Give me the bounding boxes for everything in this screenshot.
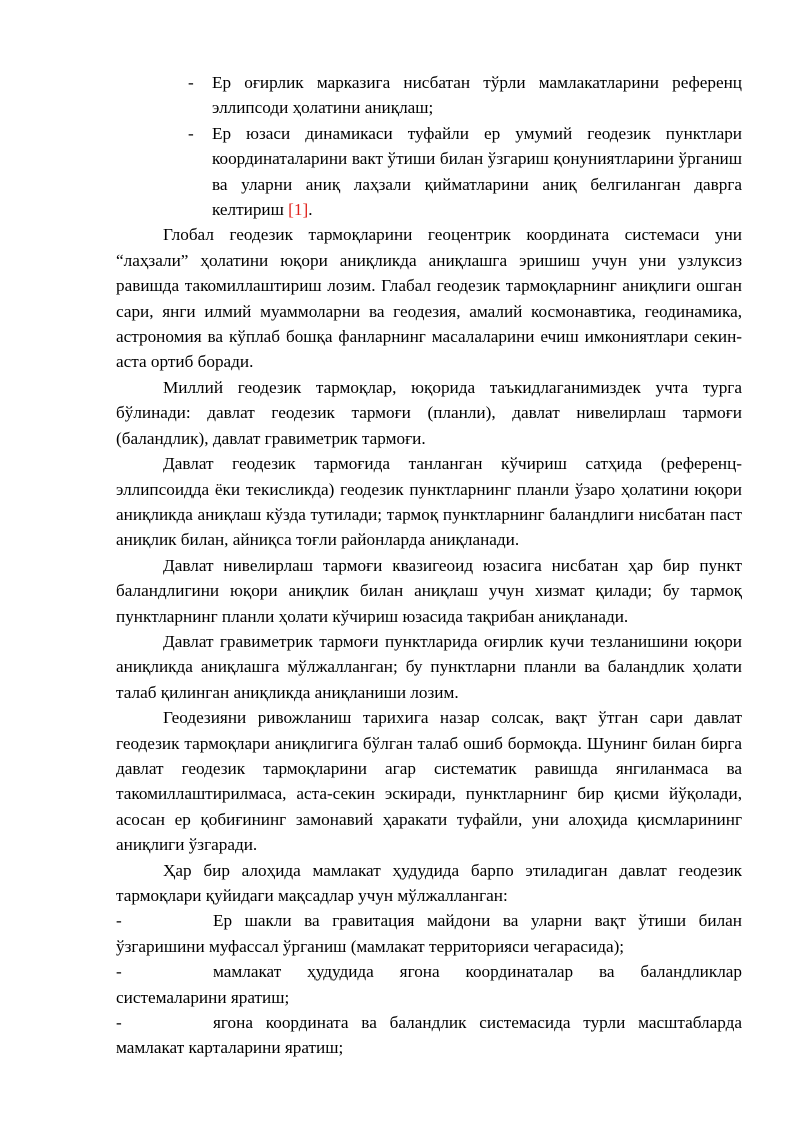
reference-link[interactable]: [1] [288, 200, 309, 220]
paragraph: Давлат нивелирлаш тармоғи квазигеоид юзасига нисбатан ҳар бир пункт баландлигини юқори аниқлик билан аниқлаш учун хизмат қилади; бу тармоқ пунктларнинг планли ҳолати кўчириш юзасида тақрибан аниқланади. [116, 555, 742, 626]
list-item-text: Ер шакли ва гравитация майдони ва уларни вақт ўтиши билан ўзгаришини муфассал ўрганиш (мамлакат территорияси чегарасида); [116, 911, 742, 956]
bullet-text: Ер юзаси динамикаси туфайли ер умумий геодезик пунктлари координаталарини вакт ўтиши билан ўзгариш қонуниятларини ўрганиш ва уларни аниқ лаҳзали қийматларини аниқ белгиланган даврга келтириш [212, 123, 742, 220]
bullet-text-end: . [308, 200, 313, 220]
paragraph: Давлат геодезик тармоғида танланган кўчириш сатҳида (референц-эллипсоидда ёки текисликда) геодезик пунктларнинг планли ўзаро ҳолатини юқори аниқликда аниқлаш кўзда тутилади; тармоқ пунктларнинг баландлиги нисбатан паст аниқлик билан, айниқса тоғли районларда аниқланади. [116, 454, 742, 550]
dash-list-item [116, 908, 742, 959]
list-dash: - [116, 911, 122, 931]
document-page [116, 70, 742, 1061]
paragraph: Геодезияни ривожланиш тарихига назар солсак, вақт ўтган сари давлат геодезик тармоқлари аниқлигига бўлган талаб ошиб бормоқда. Шунинг билан бирга давлат геодезик тармоқларини агар систематик равишда янгиланмаса ва такомиллаштирилмаса, аста-секин эскиради, пунктларнинг бир қисми йўқолади, асосан ер қобиғининг замонавий ҳаракати туфайли, уни алоҳида қисмларининг аниқлиги ўзгаради. [116, 708, 742, 855]
list-item-text: ягона координата ва баландлик системасида турли масштабларда мамлакат карталарини яратиш; [116, 1013, 742, 1058]
bullet-dash: - [188, 73, 194, 92]
dash-list-item [116, 1010, 742, 1061]
list-dash: - [116, 962, 122, 982]
bullet-dash: - [188, 123, 194, 143]
list-item-text: мамлакат ҳудудида ягона координаталар ва баландликлар системаларини яратиш; [116, 962, 742, 1007]
paragraph: Ҳар бир алоҳида мамлакат ҳудудида барпо этиладиган давлат геодезик тармоқлари қуйидаги мақсадлар учун мўлжалланган: [116, 860, 742, 905]
bullet-item [116, 70, 742, 121]
dash-list-item [116, 959, 742, 1010]
paragraph: Глобал геодезик тармоқларини геоцентрик координата системаси уни “лаҳзали” ҳолатини юқори аниқликда аниқлашга эришиш учун уни узлуксиз равишда такомиллаштириш лозим. Глабал геодезик тармоқларнинг аниқлиги ошган сари, янги илмий муаммоларни ва геодезия, амалий космонавтика, геодинамика, астрономия ва кўплаб бошқа фанларнинг масалаларини ечиш имкониятлари секин-аста ортиб боради. [116, 225, 742, 372]
paragraph: Миллий геодезик тармоқлар, юқорида таъкидлаганимиздек учта турга бўлинади: давлат геодезик тармоғи (планли), давлат нивелирлаш тармоғи (баландлик), давлат гравиметрик тармоғи. [116, 377, 742, 448]
list-dash: - [116, 1013, 122, 1033]
bullet-list-top [116, 70, 742, 222]
bullet-item [116, 121, 742, 223]
bullet-text: Ер оғирлик марказига нисбатан тўрли мамлакатларини референц эллипсоди ҳолатини аниқлаш; [212, 73, 742, 118]
paragraph: Давлат гравиметрик тармоғи пунктларида оғирлик кучи тезланишини юқори аниқликда аниқлашга мўлжалланган; бу пунктларни планли ва баландлик ҳолати талаб қилинган аниқликда аниқланиши лозим. [116, 631, 742, 702]
